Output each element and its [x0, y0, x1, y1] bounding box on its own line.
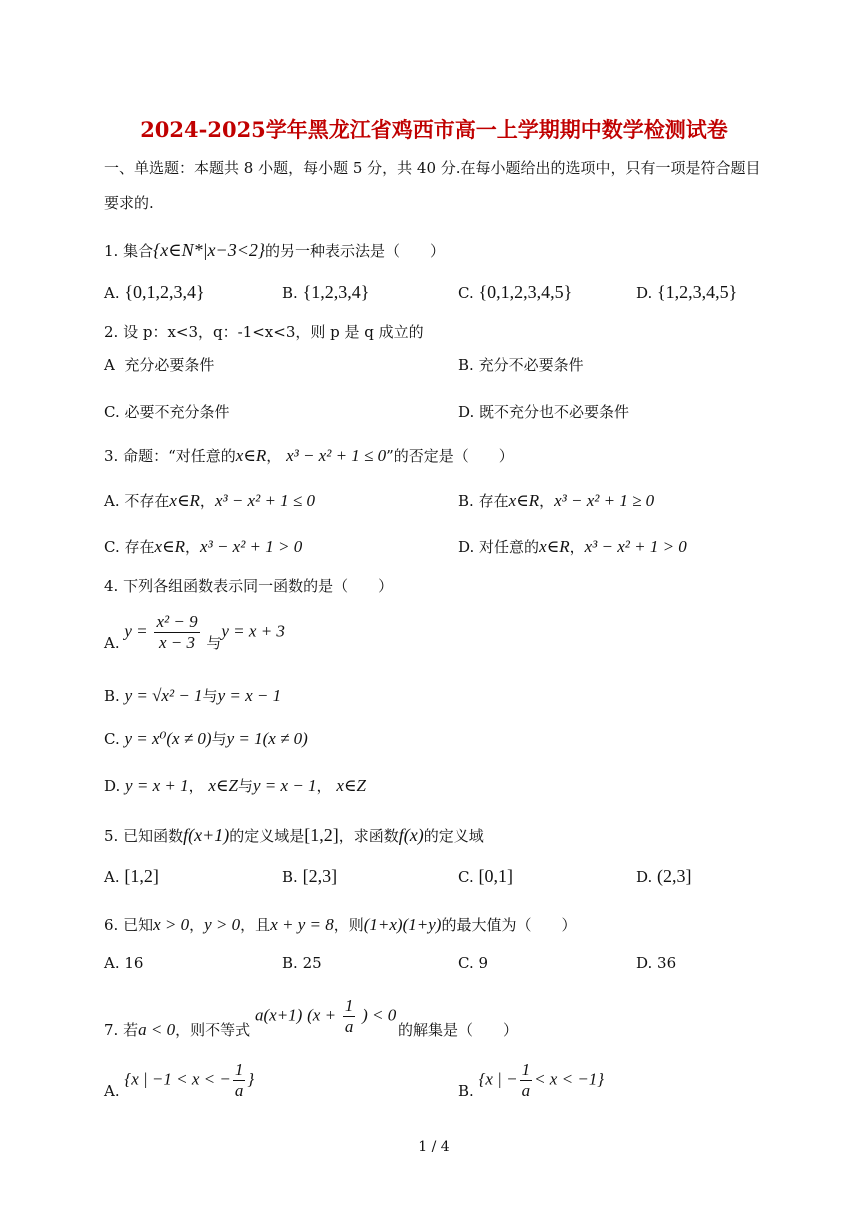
q6-option-c: C. 9	[458, 954, 489, 972]
q7-b-fraction: $\frac{1}{a}$	[521, 1060, 531, 1100]
q6-option-a: A. 16	[104, 954, 144, 972]
question-3: 3. 命题：“对任意的x∈R， x³ − x² + 1 ≤ 0”的否定是（ ）	[104, 446, 514, 465]
q1-option-a: A. {0,1,2,3,4}	[104, 282, 205, 302]
q7-a-fraction: $\frac{1}{a}$	[234, 1060, 244, 1100]
q1-set: {x∈N*|x−3<2}	[153, 240, 266, 260]
q2-option-b: B. 充分不必要条件	[458, 356, 584, 374]
q4-option-c: C. y = x⁰(x ≠ 0)与y = 1(x ≠ 0)	[104, 729, 308, 748]
q5-option-d: D. (2,3]	[636, 866, 692, 886]
q5-option-a: A. [1,2]	[104, 866, 159, 886]
q2-option-c: C. 必要不充分条件	[104, 403, 230, 421]
section-header-line1: 一、单选题：本题共 8 小题，每小题 5 分，共 40 分.在每小题给出的选项中，只有一项是符合题目	[104, 159, 761, 177]
q3-option-c: C. 存在x∈R，x³ − x² + 1 > 0	[104, 537, 303, 556]
question-4: 4. 下列各组函数表示同一函数的是（ ）	[104, 577, 394, 595]
q3-option-d: D. 对任意的x∈R，x³ − x² + 1 > 0	[458, 537, 687, 556]
q2-option-a: A 充分必要条件	[104, 356, 215, 374]
q5-option-c: C. [0,1]	[458, 866, 513, 886]
question-1	[104, 240, 445, 261]
q1-option-c: C. {0,1,2,3,4,5}	[458, 282, 573, 302]
page-title: 2024-2025学年黑龙江省鸡西市高一上学期期中数学检测试卷	[140, 117, 728, 142]
q3-option-a: A. 不存在x∈R，x³ − x² + 1 ≤ 0	[104, 491, 315, 510]
q7-fraction: $\frac{1}{a}$	[344, 996, 354, 1036]
q7-option-b: B. {x | − $\frac{1}{a}$ < x < −1}	[458, 1060, 605, 1100]
page-number: 1 / 4	[418, 1139, 450, 1155]
q7-option-a: A. {x | −1 < x < − $\frac{1}{a}$ }	[104, 1060, 255, 1100]
q2-option-d: D. 既不充分也不必要条件	[458, 403, 630, 421]
section-header-line2: 要求的.	[104, 194, 154, 212]
q1-tail: 的另一种表示法是（ ）	[265, 242, 446, 260]
q7-tail: 的解集是（ ）	[398, 1021, 519, 1039]
q4-option-b: B. y = √x² − 1与y = x − 1	[104, 686, 282, 705]
question-6: 6. 已知x > 0，y > 0，且x + y = 8，则(1+x)(1+y)的最大值为（ ）	[104, 915, 577, 934]
q1-option-d: D. {1,2,3,4,5}	[636, 282, 738, 302]
q7-inequality: a(x+1) (x + $\frac{1}{a}$ ) < 0	[255, 996, 397, 1036]
question-2: 2. 设 p：x<3，q：-1<x<3，则 p 是 q 成立的	[104, 323, 424, 341]
q4-option-d: D. y = x + 1， x∈Z与y = x − 1， x∈Z	[104, 776, 366, 795]
q1-number: 1. 集合	[104, 242, 154, 260]
q4-a-fraction: $\frac{\text{x² − 9}}{x - 3}$	[156, 612, 198, 652]
q4-option-a: A. y = $\frac{\text{x² − 9}}{x - 3}$ 与y = x + 3	[104, 612, 285, 652]
q6-option-b: B. 25	[282, 954, 322, 972]
question-7-intro: 7. 若a < 0，则不等式	[104, 1020, 251, 1039]
q5-option-b: B. [2,3]	[282, 866, 338, 886]
q1-option-b: B. {1,2,3,4}	[282, 282, 370, 302]
question-5: 5. 已知函数f(x+1)的定义域是[1,2]，求函数f(x)的定义域	[104, 825, 484, 845]
q6-option-d: D. 36	[636, 954, 677, 972]
q3-option-b: B. 存在x∈R，x³ − x² + 1 ≥ 0	[458, 491, 655, 510]
